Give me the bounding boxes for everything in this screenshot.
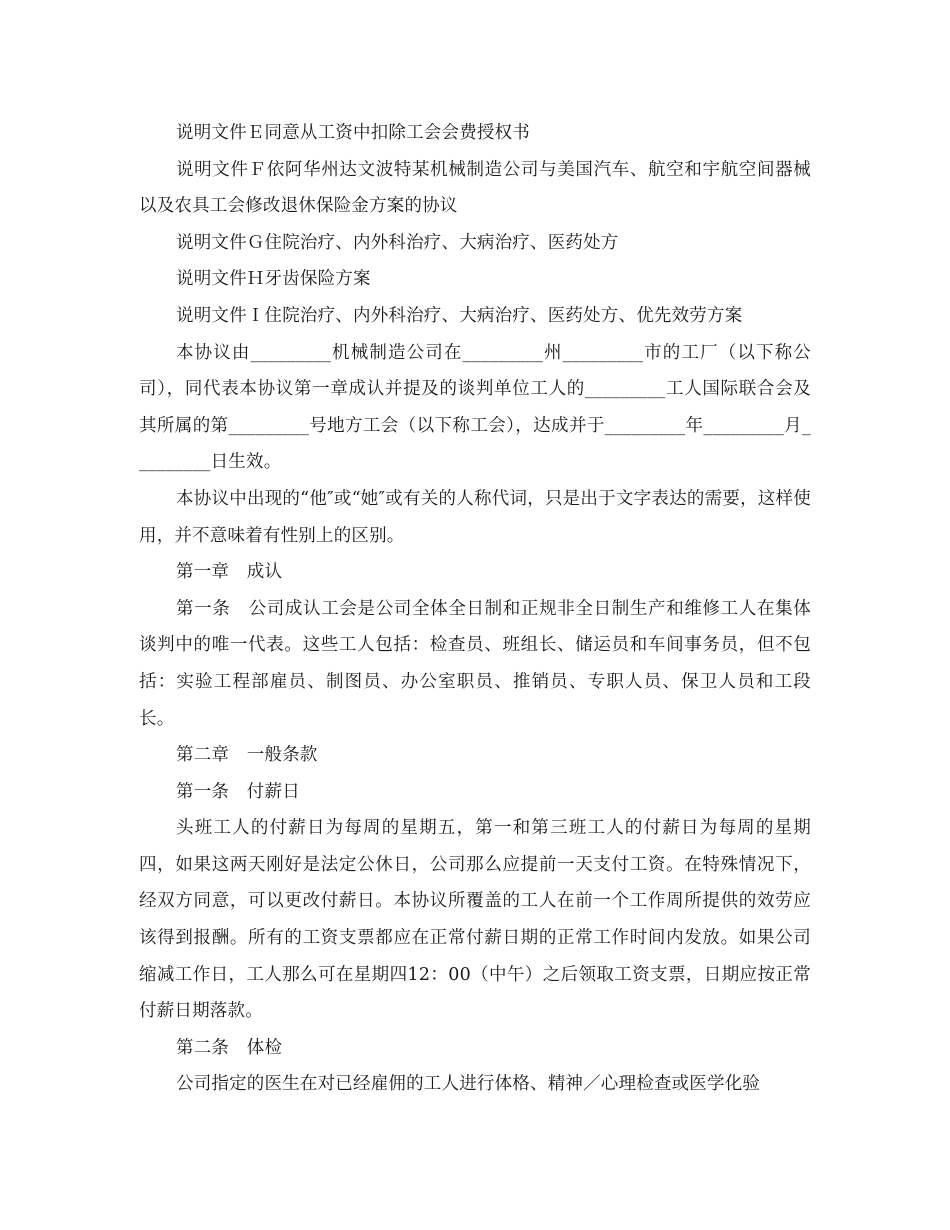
document-page xyxy=(139,115,811,1103)
chapter-2-article-1-body: 头班工人的付薪日为每周的星期五，第一和第三班工人的付薪日为每周的星期四，如果这两天刚好是法定公休日，公司那么应提前一天支付工资。在特殊情况下，经双方同意，可以更改付薪日。本协议所覆盖的工人在前一个工作周所提供的效劳应该得到报酬。所有的工资支票都应在正常付薪日期的正常工作时间内发放。如果公司缩减工作日，工人那么可在星期四12：00（中午）之后领取工资支票，日期应按正常付薪日期落款。 xyxy=(139,818,811,1022)
paragraph-appendix-e: 说明文件Ｅ同意从工资中扣除工会会费授权书 xyxy=(176,123,530,143)
paragraph-pronoun-note: 本协议中出现的“他″或“她″或有关的人称代词，只是出于文字表达的需要，这样使用，并不意味着有性别上的区别。 xyxy=(139,488,811,546)
chapter-1-article-1: 第一条 公司成认工会是公司全体全日制和正规非全日制生产和维修工人在集体谈判中的唯一代表。这些工人包括：检查员、班组长、储运员和车间事务员，但不包括：实验工程部雇员、制图员、办公室职员、推销员、专职人员、保卫人员和工段长。 xyxy=(139,598,811,729)
paragraph-appendix-h: 说明文件Ｈ牙齿保险方案 xyxy=(176,269,371,290)
chapter-2-article-2-body: 公司指定的医生在对已经雇佣的工人进行体格、精神／心理检查或医学化验 xyxy=(176,1074,761,1095)
paragraph-appendix-f: 说明文件Ｆ依阿华州达文波特某机械制造公司与美国汽车、航空和宇航空间器械以及农具工会修改退休保险金方案的协议 xyxy=(139,159,811,217)
chapter-2-article-2-heading: 第二条 体检 xyxy=(176,1037,283,1058)
paragraph-appendix-i: 说明文件Ｉ住院治疗、内外科治疗、大病治疗、医药处方、优先效劳方案 xyxy=(176,305,743,326)
chapter-1-heading: 第一章 成认 xyxy=(176,562,283,583)
chapter-2-article-1-heading: 第一条 付薪日 xyxy=(176,781,300,802)
chapter-2-heading: 第二章 一般条款 xyxy=(176,745,318,766)
paragraph-agreement-parties: 本协议由_________机械制造公司在_________州_________市的工厂（以下称公司），同代表本协议第一章成认并提及的谈判单位工人的_________工人国际联合会及其所属的第_________号地方工会（以下称工会），达成并于_________年_________月_________日生效。 xyxy=(139,342,811,473)
paragraph-appendix-g: 说明文件Ｇ住院治疗、内外科治疗、大病治疗、医药处方 xyxy=(176,232,619,253)
